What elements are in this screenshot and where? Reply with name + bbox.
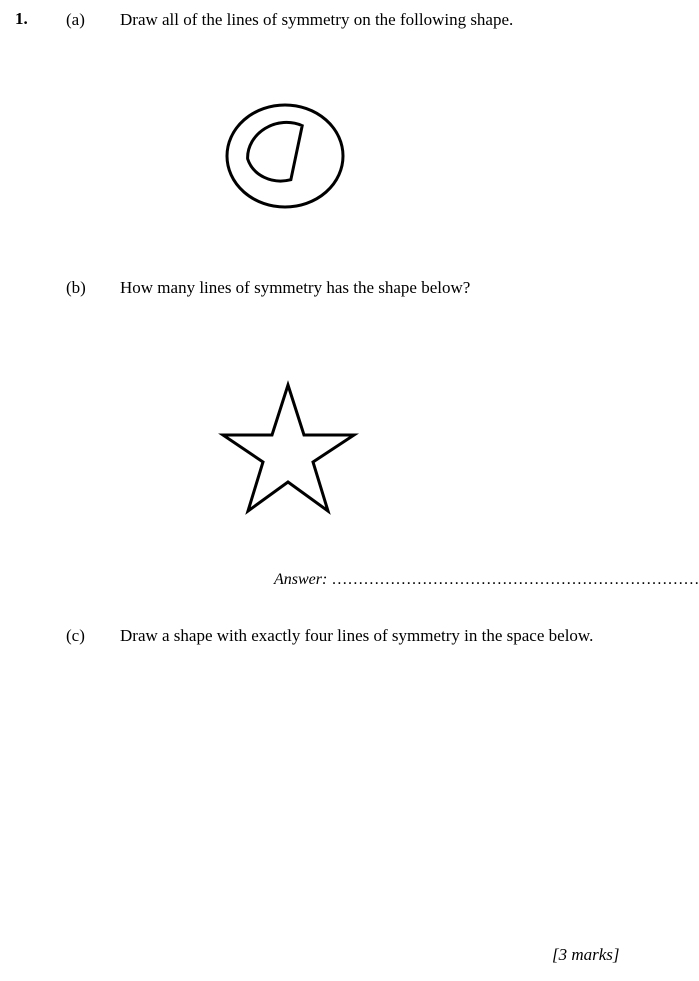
no-entry-symbol-icon: [222, 101, 348, 216]
question-number: 1.: [15, 9, 28, 28]
answer-line[interactable]: [274, 571, 699, 589]
part-b-text: How many lines of symmetry has the shape below?: [120, 278, 471, 297]
part-a-text: Draw all of the lines of symmetry on the following shape.: [120, 10, 514, 29]
marks-label: [3 marks]: [552, 945, 620, 964]
answer-label: Answer:: [274, 571, 328, 588]
part-c-text: Draw a shape with exactly four lines of symmetry in the space below.: [120, 626, 594, 645]
five-pointed-star-icon: [220, 382, 360, 523]
part-a-label: (a): [66, 10, 85, 29]
answer-dots: ……………………………………………………………: [331, 571, 699, 588]
part-b-label: (b): [66, 278, 86, 297]
part-c-label: (c): [66, 626, 85, 645]
